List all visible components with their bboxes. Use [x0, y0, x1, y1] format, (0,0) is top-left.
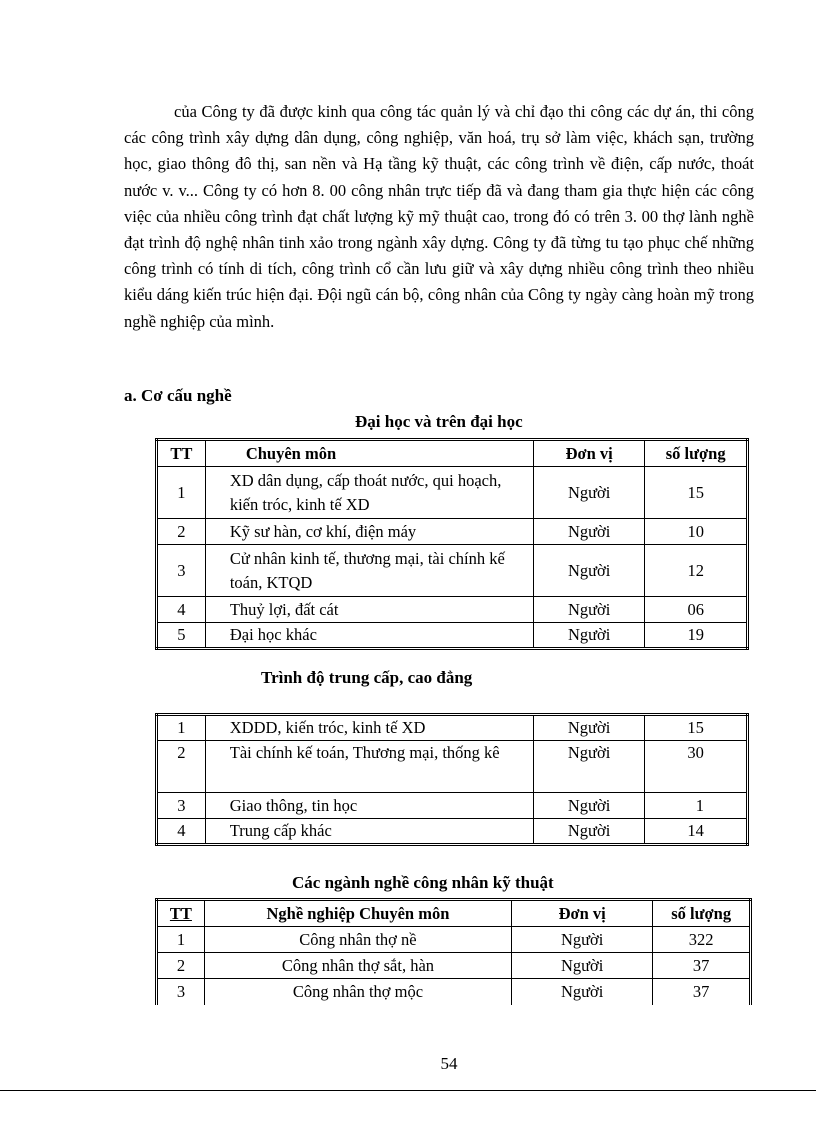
table-cell: XD dân dụng, cấp thoát nước, qui hoạch, kiến tróc, kinh tế XD	[205, 467, 533, 519]
table-row	[157, 519, 748, 545]
table-cell: Công nhân thợ sắt, hàn	[204, 953, 511, 979]
table-cell: 06	[645, 597, 748, 623]
table-cell: Giao thông, tin học	[205, 793, 533, 819]
table-row	[157, 741, 748, 793]
table-cell: Công nhân thợ mộc	[204, 979, 511, 1005]
section-heading: a. Cơ cấu nghề	[124, 386, 232, 405]
table-cell: 37	[653, 979, 751, 1005]
table-cell: 2	[157, 953, 205, 979]
table-cell: Trung cấp khác	[205, 819, 533, 845]
page-number: 54	[440, 1054, 458, 1073]
table-cell: 2	[157, 741, 206, 793]
table-row	[157, 623, 748, 649]
table-cell: 12	[645, 545, 748, 597]
table-cell: Người	[533, 623, 644, 649]
table-cell: 30	[645, 741, 748, 793]
table-cell: Người	[533, 545, 644, 597]
table-cell: XDDD, kiến tróc, kinh tế XD	[205, 715, 533, 741]
table3-header-cell: Đơn vị	[512, 900, 653, 927]
table3-caption: Các ngành nghề công nhân kỹ thuật	[292, 873, 554, 892]
table1-header-row	[157, 440, 748, 467]
table-row	[157, 715, 748, 741]
table-cell: Tài chính kế toán, Thương mại, thống kê	[205, 741, 533, 793]
table-row	[157, 927, 751, 953]
table1	[155, 438, 749, 650]
table1-header-cell: TT	[157, 440, 206, 467]
table-cell: 19	[645, 623, 748, 649]
table3-header-cell: Nghề nghiệp Chuyên môn	[204, 900, 511, 927]
table-cell: 37	[653, 953, 751, 979]
table-cell: 3	[157, 545, 206, 597]
table1-header-cell: số lượng	[645, 440, 748, 467]
table-cell: 1	[157, 715, 206, 741]
table-cell: Người	[512, 953, 653, 979]
table-cell: Thuỷ lợi, đất cát	[205, 597, 533, 623]
table1-header-cell: Chuyên môn	[205, 440, 533, 467]
table1-header-cell: Đơn vị	[533, 440, 644, 467]
table-cell: Người	[533, 741, 645, 793]
table-cell: Cử nhân kinh tế, thương mại, tài chính kế toán, KTQD	[205, 545, 533, 597]
table-cell: 3	[157, 979, 205, 1005]
footer-divider	[0, 1090, 816, 1091]
table-cell: Người	[533, 519, 644, 545]
table3-header-cell: số lượng	[653, 900, 751, 927]
table-cell: Người	[533, 467, 644, 519]
table-cell: Người	[533, 597, 644, 623]
table-cell: Người	[512, 927, 653, 953]
table2-caption: Trình độ trung cấp, cao đẳng	[261, 668, 473, 687]
table1-caption: Đại học và trên đại học	[355, 412, 523, 431]
table-cell: 10	[645, 519, 748, 545]
table-cell: 1	[645, 793, 748, 819]
table-row	[157, 953, 751, 979]
table-cell: 5	[157, 623, 206, 649]
table-row	[157, 545, 748, 597]
table-cell: 15	[645, 715, 748, 741]
paragraph-text: của Công ty đã được kinh qua công tác quản lý và chỉ đạo thi công các dự án, thi công các công trình xây dựng dân dụng, công nghiệp, văn hoá, trụ sở làm việc, khách sạn, trường học, giao thông đô thị, san nền và Hạ tầng kỹ thuật, các công trình về điện, cấp nước, thoát nước v. v... Công ty có hơn 8. 00 công nhân trực tiếp đã và đang tham gia thực hiện các công việc của nhiều công trình đạt chất lượng kỹ mỹ thuật cao, trong đó có trên 3. 00 thợ lành nghề đạt trình độ nghệ nhân tinh xảo trong ngành xây dựng. Công ty đã từng tu tạo phục chế những công trình có tính di tích, công trình cổ cần lưu giữ và xây dựng nhiều công trình theo nhiều kiểu dáng kiến trúc hiện đại. Đội ngũ cán bộ, công nhân của Công ty ngày càng hoàn mỹ trong nghề nghiệp của mình.	[124, 102, 754, 331]
table-cell: 4	[157, 819, 206, 845]
table-cell: Người	[533, 819, 645, 845]
table-row	[157, 979, 751, 1005]
table-cell: Công nhân thợ nề	[204, 927, 511, 953]
table-row	[157, 819, 748, 845]
table3-header-row	[157, 900, 751, 927]
table-cell: Người	[533, 793, 645, 819]
table-cell: 15	[645, 467, 748, 519]
table-row	[157, 793, 748, 819]
table-row	[157, 467, 748, 519]
table-cell: 1	[157, 927, 205, 953]
table-cell: 1	[157, 467, 206, 519]
table2	[155, 713, 749, 846]
table-cell: 2	[157, 519, 206, 545]
table-cell: 4	[157, 597, 206, 623]
body-paragraph	[124, 99, 754, 335]
table3-header-cell: TT	[157, 900, 205, 927]
table-cell: Người	[533, 715, 645, 741]
table-row	[157, 597, 748, 623]
table-cell: Đại học khác	[205, 623, 533, 649]
table-cell: 3	[157, 793, 206, 819]
table3	[155, 898, 752, 1005]
table-cell: Người	[512, 979, 653, 1005]
table-cell: 14	[645, 819, 748, 845]
table-cell: Kỹ sư hàn, cơ khí, điện máy	[205, 519, 533, 545]
table-cell: 322	[653, 927, 751, 953]
